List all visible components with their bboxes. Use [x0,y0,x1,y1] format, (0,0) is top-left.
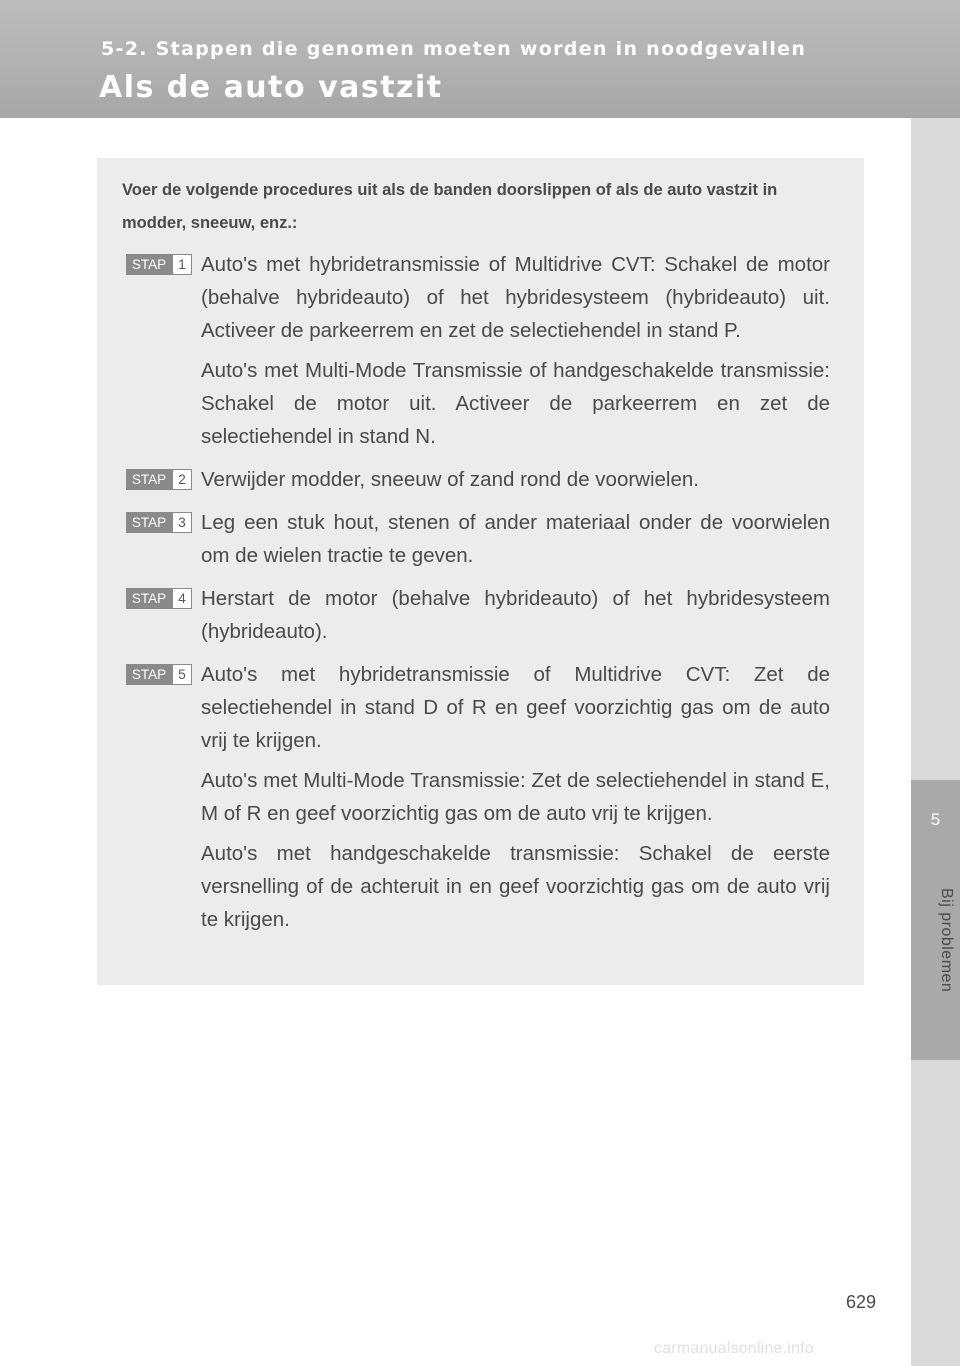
page-title: Als de auto vastzit [99,70,443,105]
page-number: 629 [846,1292,877,1312]
step-badge-number: 5 [172,664,192,685]
step-text: Auto's met Multi-Mode Transmissie: Zet de selectiehendel in stand E, M of R en geef voorzichtig gas om de auto vrij te krijgen. [201,769,830,825]
chapter-name: Bij problemen [938,888,955,993]
step-badge-number: 2 [172,469,192,490]
step-text: Auto's met Multi-Mode Transmissie of handgeschakelde transmissie: Schakel de motor uit. Activeer de parkeerrem en zet de selectiehendel in stand N. [201,359,830,448]
step-text: Verwijder modder, sneeuw of zand rond de voorwielen. [201,468,699,491]
step-badge [126,469,194,490]
step-3 [126,506,830,572]
step-badge-number: 1 [172,254,192,275]
step-badge [126,254,194,275]
section-label: 5-2. Stappen die genomen moeten worden in noodgevallen [101,38,807,60]
step-text: Herstart de motor (behalve hybrideauto) of het hybridesysteem (hybrideauto). [201,587,830,643]
step-4 [126,582,830,648]
step-1 [126,248,830,453]
step-badge-word: STAP [126,512,172,533]
step-5 [126,658,830,936]
chapter-number: 5 [930,810,941,829]
step-2 [126,463,830,496]
step-badge-word: STAP [126,254,172,275]
watermark: carmanualsonline.info [654,1340,814,1357]
step-text: Leg een stuk hout, stenen of ander materiaal onder de voorwielen om de wielen tractie te geven. [201,511,830,567]
step-badge [126,512,194,533]
step-badge-word: STAP [126,588,172,609]
step-badge-word: STAP [126,664,172,685]
step-badge-word: STAP [126,469,172,490]
page-header [0,0,960,118]
step-badge [126,588,194,609]
intro-text: Voer de volgende procedures uit als de banden doorslippen of als de auto vastzit in modder, sneeuw, enz.: [122,181,778,232]
step-badge [126,664,194,685]
step-badge-number: 4 [172,588,192,609]
steps-list [126,248,830,946]
step-text: Auto's met hybridetransmissie of Multidrive CVT: Schakel de motor (behalve hybrideauto) of het hybridesysteem (hybrideauto) uit. Activeer de parkeerrem en zet de selectiehendel in stand P. [201,253,830,342]
step-badge-number: 3 [172,512,192,533]
step-text: Auto's met hybridetransmissie of Multidrive CVT: Zet de selectiehendel in stand D of R en geef voorzichtig gas om de auto vrij te krijgen. [201,663,830,752]
step-text: Auto's met handgeschakelde transmissie: Schakel de eerste versnelling of de achteruit in en geef voorzichtig gas om de auto vrij te krijgen. [201,842,830,931]
side-tab-strip [911,118,960,1366]
